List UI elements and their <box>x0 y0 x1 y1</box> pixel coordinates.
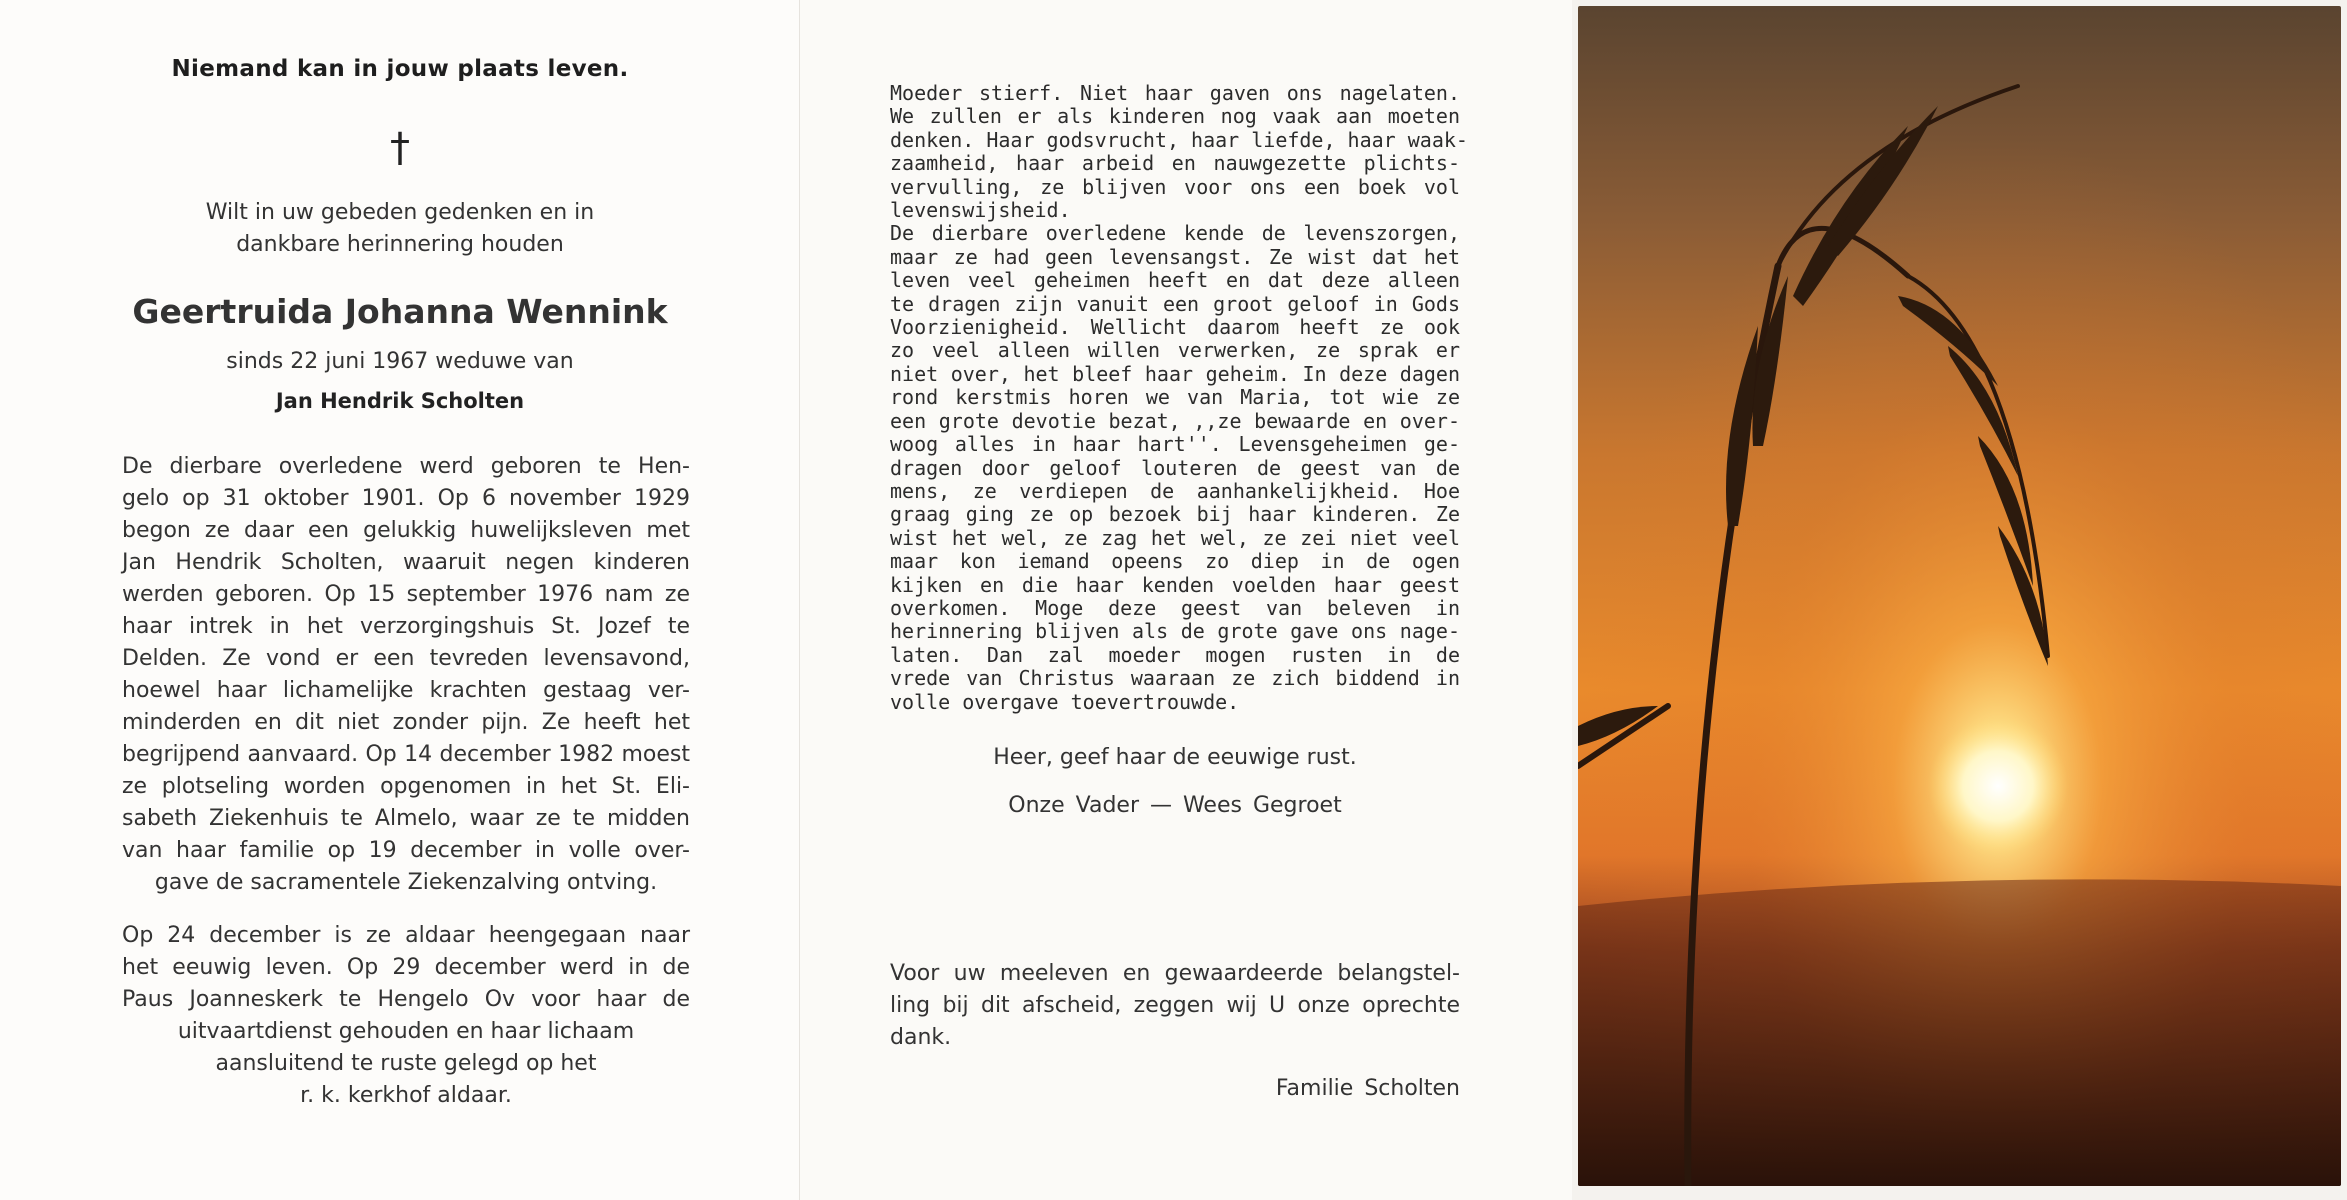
funeral-line: aansluitend te ruste gelegd op het <box>215 1051 597 1076</box>
reflection-line: overkomen. Moge deze geest van beleven in <box>890 595 1460 620</box>
reflection-line: Voorzienigheid. Wellicht daarom heeft ze ook <box>890 315 1460 340</box>
bio-line: hoewel haar lichamelijke krachten gestaag ver- <box>122 678 690 703</box>
bio-line: haar intrek in het verzorgingshuis St. Jozef te <box>122 614 690 639</box>
bio-line: werden geboren. Op 15 september 1976 nam ze <box>122 582 690 607</box>
bio-line: ze plotseling worden opgenomen in het St. Eli- <box>122 774 690 799</box>
family-signature: Familie Scholten <box>1275 1076 1460 1101</box>
bio-line: Delden. Ze vond er een tevreden levensavond, <box>122 646 690 671</box>
reflection-line: rond kerstmis horen we van Maria, tot wie ze <box>890 385 1460 410</box>
reflection-line: levenswijsheid. <box>890 198 1071 223</box>
right-card-panel <box>1572 0 2347 1200</box>
intro-line: dankbare herinnering houden <box>236 232 564 257</box>
prayer-line: Heer, geef haar de eeuwige rust. <box>993 745 1357 770</box>
funeral-line: het eeuwig leven. Op 29 december werd in de <box>122 955 690 980</box>
sunset-wheat-image <box>1578 6 2341 1186</box>
bio-line: minderden en dit niet zonder pijn. Ze heeft het <box>122 710 690 735</box>
reflection-line: herinnering blijven als de grote gave ons nage- <box>890 619 1460 644</box>
prayers-named: Onze Vader — Wees Gegroet <box>1008 793 1342 818</box>
biography-paragraph <box>122 451 690 899</box>
widow-line: sinds 22 juni 1967 weduwe van <box>226 349 574 374</box>
deceased-name: Geertruida Johanna Wennink <box>132 292 668 331</box>
intro-line: Wilt in uw gebeden gedenken en in <box>205 200 595 225</box>
thanks-line: Voor uw meeleven en gewaardeerde belangstel- <box>890 961 1460 986</box>
left-card-panel <box>0 0 800 1200</box>
thanks-paragraph <box>890 958 1460 1054</box>
reflection-line: denken. Haar godsvrucht, haar liefde, haar waak- <box>890 127 1468 152</box>
reflection-line: wist het wel, ze zag het wel, ze zei niet veel <box>890 525 1460 550</box>
reflection-line: vervulling, ze blijven voor ons een boek vol <box>890 174 1460 199</box>
funeral-line: uitvaartdienst gehouden en haar lichaam <box>177 1019 635 1044</box>
reflection-line: een grote devotie bezat, ,,ze bewaarde en over- <box>890 408 1460 433</box>
reflection-line: zo veel alleen willen verwerken, ze sprak er <box>890 338 1460 363</box>
bio-line: gelo op 31 oktober 1901. Op 6 november 1929 <box>122 486 690 511</box>
reflection-line: dragen door geloof louteren de geest van de <box>890 455 1460 480</box>
reflection-line: mens, ze verdiepen de aanhankelijkheid. Hoe <box>890 478 1460 503</box>
funeral-line: r. k. kerkhof aldaar. <box>300 1083 512 1108</box>
husband-name: Jan Hendrik Scholten <box>275 389 525 413</box>
reflection-line: laten. Dan zal moeder mogen rusten in de <box>890 642 1460 667</box>
thanks-line: ling bij dit afscheid, zeggen wij U onze oprechte <box>890 993 1460 1018</box>
quote-heading: Niemand kan in jouw plaats leven. <box>171 56 629 82</box>
reflection-line: maar ze had geen levensangst. Ze wist dat het <box>890 244 1460 269</box>
reflection-line: te dragen zijn vanuit een groot geloof in Gods <box>890 291 1460 316</box>
reflection-line: leven veel geheimen heeft en dat deze alleen <box>890 268 1460 293</box>
thanks-line: dank. <box>890 1025 952 1050</box>
reflection-line: niet over, het bleef haar geheim. In deze dagen <box>890 361 1460 386</box>
bio-line: begon ze daar een gelukkig huwelijksleven met <box>122 518 690 543</box>
bio-line: gave de sacramentele Ziekenzalving ontving. <box>154 870 658 895</box>
reflection-line: zaamheid, haar arbeid en nauwgezette plichts- <box>890 151 1460 176</box>
reflection-line: graag ging ze op bezoek bij haar kinderen. Ze <box>890 502 1460 527</box>
reflection-line: Moeder stierf. Niet haar gaven ons nagelaten. <box>890 81 1460 105</box>
bio-line: sabeth Ziekenhuis te Almelo, waar ze te midden <box>122 806 690 831</box>
bio-line: Jan Hendrik Scholten, waaruit negen kinderen <box>122 550 690 575</box>
reflection-line: woog alles in haar hart''. Levensgeheimen ge- <box>890 432 1460 457</box>
funeral-line: Op 24 december is ze aldaar heengegaan naar <box>122 923 690 948</box>
bio-line: begrijpend aanvaard. Op 14 december 1982 moest <box>122 742 690 767</box>
reflection-line: vrede van Christus waaraan ze zich biddend in <box>890 666 1460 691</box>
reflection-line: De dierbare overledene kende de levenszorgen, <box>890 221 1460 246</box>
bio-line: De dierbare overledene werd geboren te Hen- <box>122 454 690 479</box>
middle-card-panel <box>800 0 1572 1200</box>
cross-icon: † <box>390 125 410 171</box>
intro-text <box>0 197 800 261</box>
reflection-line: volle overgave toevertrouwde. <box>890 689 1240 714</box>
funeral-line: Paus Joanneskerk te Hengelo Ov voor haar de <box>122 987 690 1012</box>
sunset-wheat-photo <box>1578 6 2341 1186</box>
bio-line: van haar familie op 19 december in volle over- <box>122 838 690 863</box>
reflection-line: We zullen er als kinderen nog vaak aan moeten <box>890 104 1460 129</box>
reflection-paragraph <box>890 81 1468 714</box>
reflection-line: maar kon iemand opeens zo diep in de ogen <box>890 549 1460 574</box>
reflection-line: kijken en die haar kenden voelden haar geest <box>890 572 1460 597</box>
funeral-paragraph <box>122 920 690 1112</box>
